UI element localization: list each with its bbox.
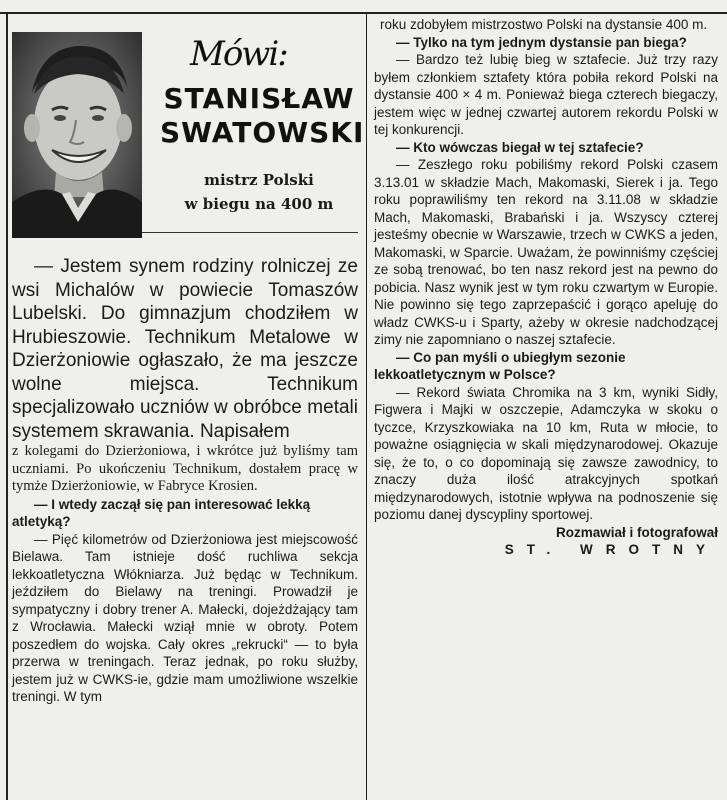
- signature-heading: Mówi:: [190, 34, 287, 74]
- subtitle: [160, 168, 358, 216]
- article-header: [12, 16, 365, 233]
- portrait-photo-drawing: [12, 32, 142, 238]
- photo-credit: Rozmawiał i fotografował: [555, 524, 718, 540]
- left-rule: [6, 14, 8, 800]
- athlete-name: [160, 82, 365, 150]
- question-3: — Kto wówczas biegał w tej sztafecie?: [396, 139, 644, 155]
- portrait-photo: [12, 32, 142, 238]
- subtitle-line-2: w biegu na 400 m: [184, 195, 334, 213]
- subtitle-line-1: mistrz Polski: [204, 171, 314, 189]
- question-4: — Co pan myśli o ubiegłym sezonie lekkoatletycznym w Polsce?: [374, 349, 626, 382]
- left-column: [12, 16, 365, 706]
- question-2: — Tylko na tym jednym dystansie pan biega?: [396, 34, 687, 50]
- top-rule: [0, 0, 727, 14]
- question-1: — I wtedy zaczął się pan interesować lekką atletyką?: [12, 496, 311, 529]
- first-name: STANISŁAW: [163, 82, 355, 115]
- answer-1-continued: roku zdobyłem mistrzostwo Polski na dystansie 400 m.: [380, 17, 708, 32]
- lead-paragraph: — Jestem synem rodziny rolniczej ze wsi Michalów w powiecie Tomaszów Lubelski. Do gimnazjum chodziłem w Hrubieszowie. Technikum Metalowe w Dzierżoniowie ogłaszało, że ma jeszcze wolne miejsca. Technikum specjalizowało uczniów w obróbce metali systemem skrawania. Napisałem: [12, 256, 358, 442]
- answer-2: — Bardzo też lubię bieg w sztafecie. Już trzy razy byłem członkiem sztafety która pobiła rekord Polski na dystansie 400 × 4 m. Ponieważ biega czterech biegaczy, jestem więc w jednej czwartej autorem rekordu Polski w tej konkurencji.: [374, 52, 718, 137]
- answer-1: — Pięć kilometrów od Dzierżoniowa jest miejscowość Bielawa. Tam istnieje dość ruchliwa sekcja lekkoatletyczna Włókniarza. Już będąc w Technikum. jeździłem do Bielawy na treningi. Prowadził je sympatyczny i dobry trener A. Małecki, dojeżdżający tam z Wrocławia. Małecki wziął mnie w obroty. Potem poszedłem do wojska. Cały okres „rekrucki“ — to była przerwa w treningach. Teraz jednak, po roku służby, jestem już w CWKS-ie, gdzie mam umożliwione wszelkie treningi. W tym: [12, 531, 358, 704]
- author-name: ST. WROTNY: [504, 541, 718, 557]
- right-column: [374, 16, 718, 558]
- answer-3: — Zeszłego roku pobiliśmy rekord Polski czasem 3.13.01 w składzie Mach, Makomaski, Sierek i ja. Tego roku poprawiliśmy ten rekord na 3.11.08 w składzie Mach, Makomaski, Brabański i ja. Wszyscy czterej jesteśmy obecnie w Warszawie, trzech w CWKS a jeden, Makomaski, w Sparcie. Uważam, że powinniśmy częściej ze sobą trenować, bo ten nasz rekord jest na pewno do pobicia. Nasz wynik jest w tym roku czwartym w Europie. Nie powinno się tego zaprzepaścić i gorąco apeluję do władz CWKS-u i Sparty, ażeby w okresie nadchodzącej zimy nie zapomniano o naszej sztafecie.: [374, 157, 718, 347]
- last-name: SWATOWSKI: [160, 116, 365, 149]
- column-divider: [366, 14, 367, 800]
- answer-4: — Rekord świata Chromika na 3 km, wyniki Sidły, Figwera i Majki w oszczepie, Adamczyka w skoku o tyczce, Krzyszkowiaka na 10 km, Ruta w młocie, to poważne osiągnięcia w skali międzynarodowej. Okazuje się, że to, o co dopominają się zawsze zawodnicy, to znaczy duża ilość atrakcyjnych spotkań międzynarodowych, istotnie wpływa na podnoszenie się poziomu danej dyscypliny sportowej.: [374, 384, 718, 522]
- lead-paragraph-continued: z kolegami do Dzierżoniowa, i wkrótce już byliśmy tam uczniami. Po ukończeniu Technikum, dostałem pracę w tymże Dzierżoniowie, w Fabryce Krosien.: [12, 443, 358, 494]
